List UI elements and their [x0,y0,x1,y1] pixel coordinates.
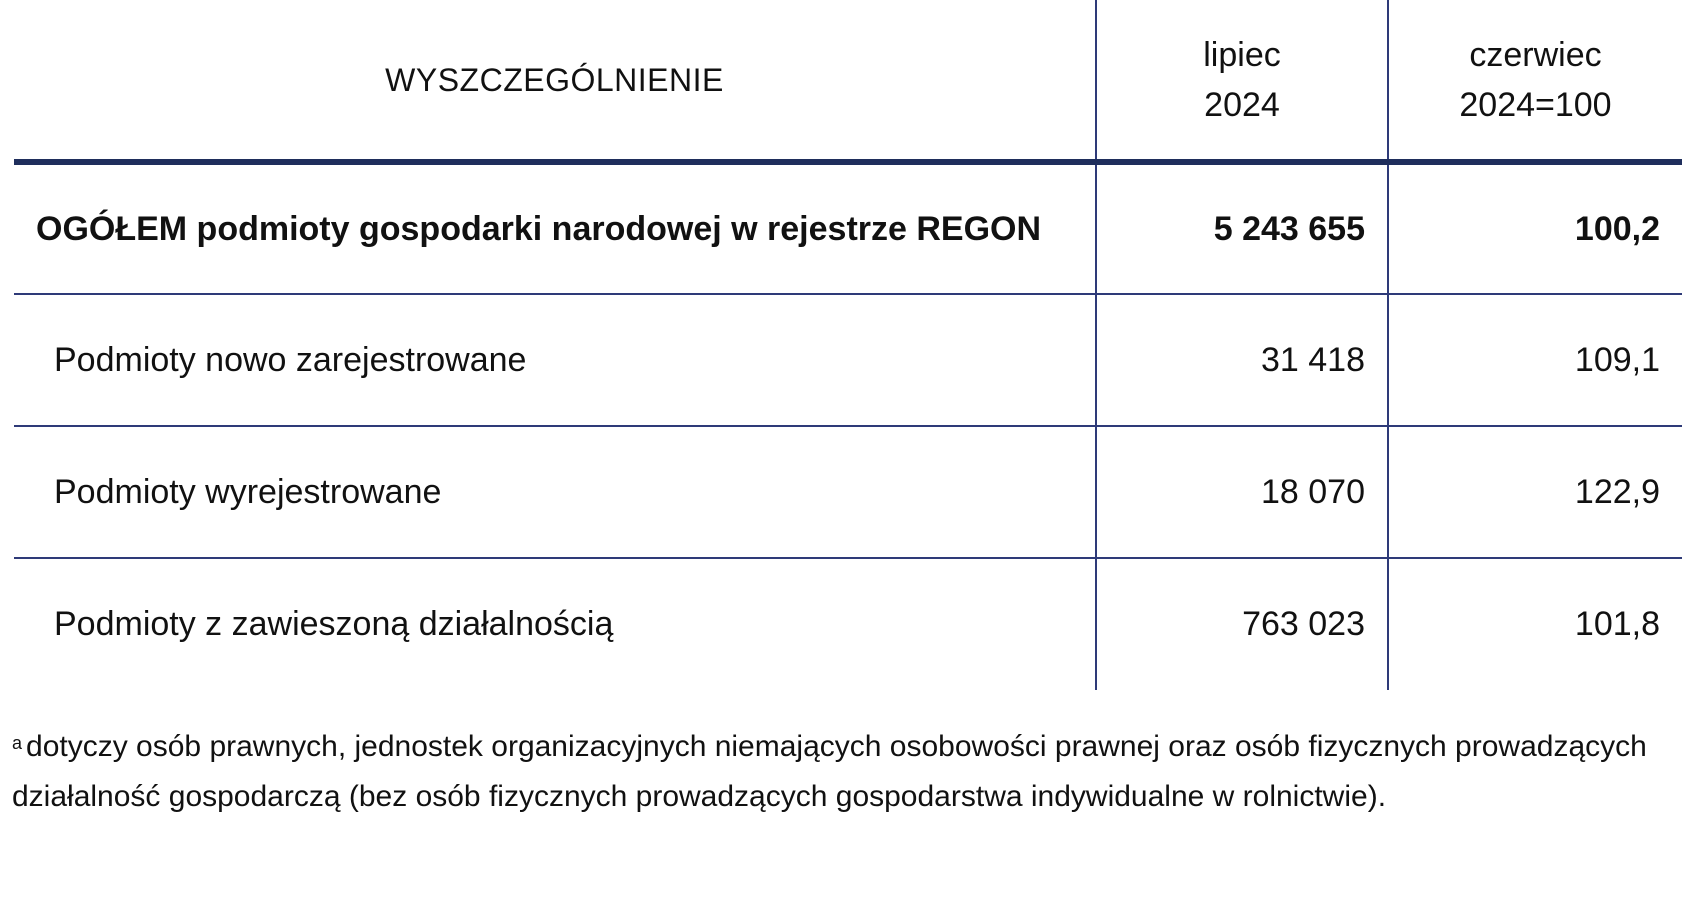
header-june-line2: 2024=100 [1459,85,1612,124]
row-index: 122,9 [1388,426,1682,558]
header-july-line2: 2024 [1204,85,1280,124]
row-value: 5 243 655 [1096,162,1388,294]
footnote-text: dotyczy osób prawnych, jednostek organizacyjnych niemających osobowości prawnej oraz osób fizycznych prowadzących działalność gospodarczą (bez osób fizycznych prowadzących gospodarstwa indywidualne w rolnictwie). [12,730,1647,813]
table-header-row [14,0,1682,162]
table-row-deregistered [14,426,1682,558]
row-index: 101,8 [1388,558,1682,690]
table-row-total [14,162,1682,294]
footnote [12,722,1672,822]
table-row-suspended [14,558,1682,690]
header-july-line1: lipiec [1203,35,1281,74]
row-label: Podmioty wyrejestrowane [14,426,1096,558]
row-label: Podmioty nowo zarejestrowane [14,294,1096,426]
row-index: 109,1 [1388,294,1682,426]
regon-table-container [14,0,1682,690]
header-june-line1: czerwiec [1469,35,1602,74]
row-value: 31 418 [1096,294,1388,426]
header-description [14,0,1096,162]
header-july-2024 [1096,0,1388,162]
footnote-marker: a [12,733,23,753]
row-label: OGÓŁEM podmioty gospodarki narodowej w rejestrze REGON [36,209,1042,248]
row-value: 763 023 [1096,558,1388,690]
header-june-index [1388,0,1682,162]
regon-statistics-table [14,0,1682,690]
table-row-new [14,294,1682,426]
header-description-label: WYSZCZEGÓLNIENIE [385,61,724,98]
row-value: 18 070 [1096,426,1388,558]
row-label: Podmioty z zawieszoną działalnością [14,558,1096,690]
row-index: 100,2 [1388,162,1682,294]
